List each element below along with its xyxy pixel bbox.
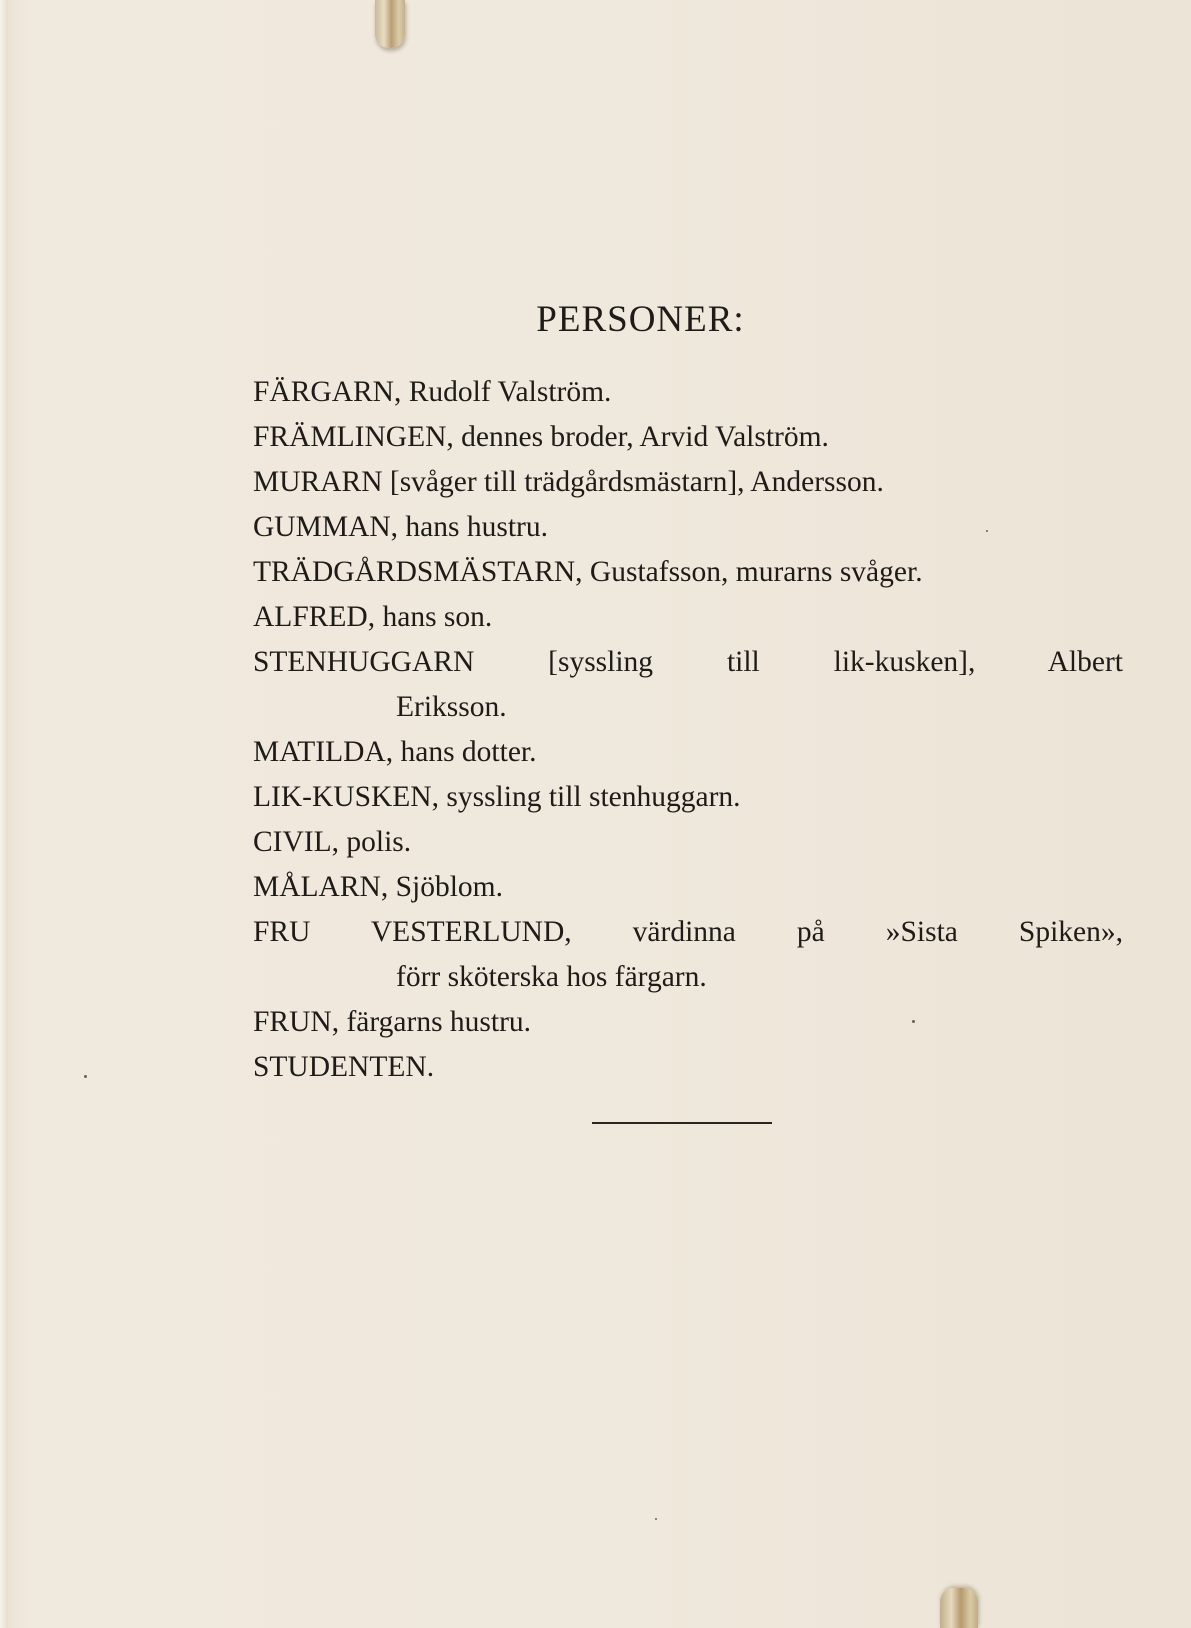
cast-entry: FÄRGARN, Rudolf Valström. (253, 376, 612, 408)
cast-entry: TRÄDGÅRDSMÄSTARN, Gustafsson, murarns svåger. (253, 556, 923, 588)
cast-entry-continuation: Eriksson. (396, 691, 507, 723)
cast-entry: FRU VESTERLUND, värdinna på »Sista Spiken», (253, 916, 1123, 948)
cast-entry: CIVIL, polis. (253, 826, 412, 858)
cast-entry: STUDENTEN. (253, 1051, 435, 1083)
paper-speck (912, 1020, 915, 1023)
cast-entry: LIK-KUSKEN, syssling till stenhuggarn. (253, 781, 741, 813)
cast-entry: FRÄMLINGEN, dennes broder, Arvid Valström. (253, 421, 829, 453)
cast-entry: MURARN [svåger till trädgårdsmästarn], Andersson. (253, 466, 884, 498)
binding-pin-top (375, 0, 405, 48)
binding-pin-bottom (940, 1588, 978, 1628)
cast-entry: GUMMAN, hans hustru. (253, 511, 548, 543)
cast-list (253, 370, 1123, 1090)
cast-entry: STENHUGGARN [syssling till lik-kusken], Albert (253, 646, 1123, 678)
cast-entry-continuation: förr sköterska hos färgarn. (396, 961, 707, 993)
paper-speck (84, 1075, 87, 1078)
paper-speck (655, 1518, 657, 1520)
cast-entry: FRUN, färgarns hustru. (253, 1006, 532, 1038)
page-edge (0, 0, 8, 1628)
paper-speck (986, 530, 988, 532)
page-title: PERSONER: (536, 299, 745, 340)
cast-entry: ALFRED, hans son. (253, 601, 493, 633)
cast-entry: MATILDA, hans dotter. (253, 736, 537, 768)
cast-entry: MÅLARN, Sjöblom. (253, 871, 503, 903)
section-divider (592, 1122, 772, 1124)
